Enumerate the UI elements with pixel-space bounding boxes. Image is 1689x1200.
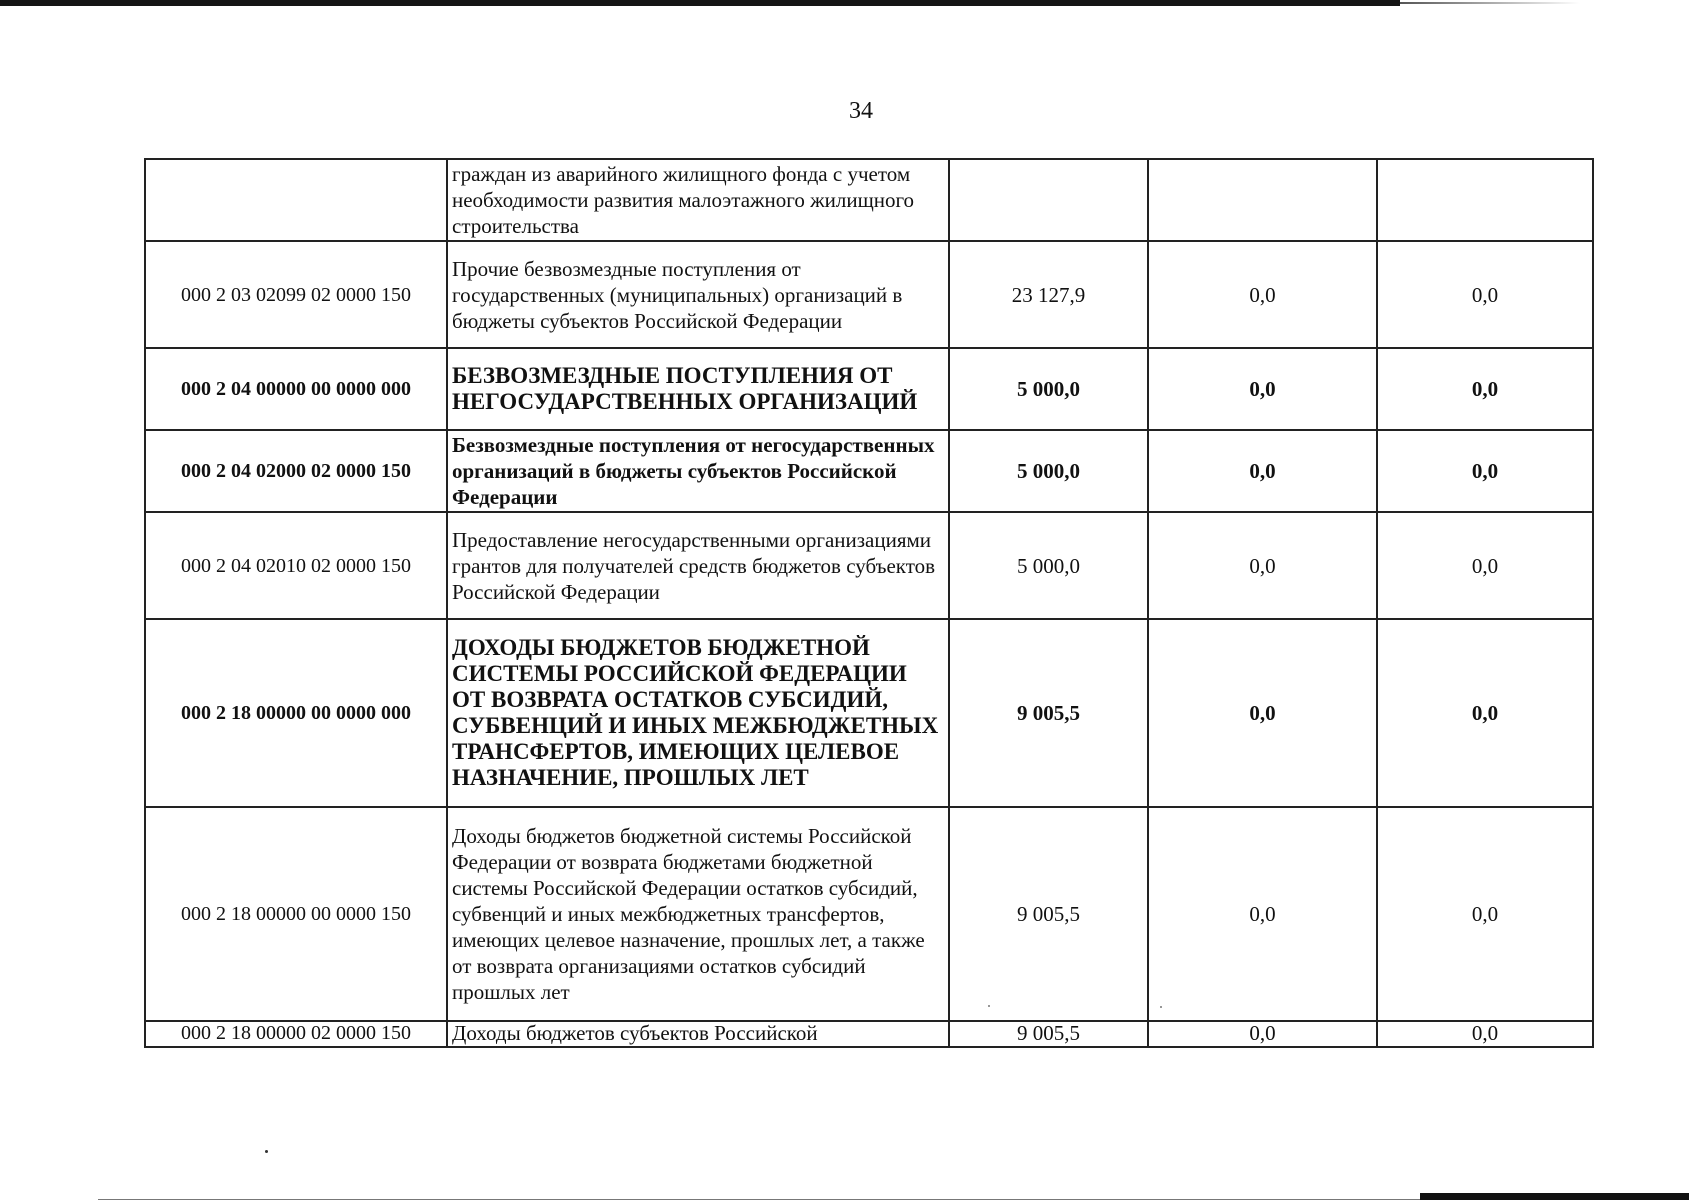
value-cell-3: 0,0: [1377, 619, 1593, 807]
value-cell-2: 0,0: [1148, 807, 1377, 1021]
value-cell-3: 0,0: [1377, 348, 1593, 430]
scan-top-edge-fade: [1400, 2, 1580, 4]
value-cell-1: [949, 159, 1148, 241]
name-cell: Предоставление негосударственными организациями грантов для получателей средств бюджетов субъектов Российской Федерации: [447, 512, 949, 619]
code-cell: 000 2 18 00000 02 0000 150: [145, 1021, 447, 1047]
budget-revenue-table: [144, 158, 1594, 1048]
value-cell-3: [1377, 159, 1593, 241]
code-cell: 000 2 04 00000 00 0000 000: [145, 348, 447, 430]
scan-speck: [265, 1150, 268, 1153]
value-cell-3: 0,0: [1377, 1021, 1593, 1047]
code-cell: 000 2 04 02000 02 0000 150: [145, 430, 447, 512]
table-row: [145, 241, 1593, 348]
value-cell-3: 0,0: [1377, 430, 1593, 512]
value-cell-2: 0,0: [1148, 241, 1377, 348]
scan-top-edge: [0, 0, 1400, 6]
name-cell: Безвозмездные поступления от негосударственных организаций в бюджеты субъектов Российской Федерации: [447, 430, 949, 512]
value-cell-2: 0,0: [1148, 512, 1377, 619]
table-row: [145, 807, 1593, 1021]
value-cell-2: [1148, 159, 1377, 241]
value-cell-2: 0,0: [1148, 1021, 1377, 1047]
code-cell: 000 2 18 00000 00 0000 150: [145, 807, 447, 1021]
name-cell: Доходы бюджетов субъектов Российской: [447, 1021, 949, 1047]
value-cell-1: 23 127,9: [949, 241, 1148, 348]
name-cell: ДОХОДЫ БЮДЖЕТОВ БЮДЖЕТНОЙ СИСТЕМЫ РОССИЙСКОЙ ФЕДЕРАЦИИ ОТ ВОЗВРАТА ОСТАТКОВ СУБСИДИЙ, СУБВЕНЦИЙ И ИНЫХ МЕЖБЮДЖЕТНЫХ ТРАНСФЕРТОВ, ИМЕЮЩИХ ЦЕЛЕВОЕ НАЗНАЧЕНИЕ, ПРОШЛЫХ ЛЕТ: [447, 619, 949, 807]
code-cell: [145, 159, 447, 241]
table-row: [145, 159, 1593, 241]
code-cell: 000 2 04 02010 02 0000 150: [145, 512, 447, 619]
value-cell-3: 0,0: [1377, 241, 1593, 348]
value-cell-1: 5 000,0: [949, 348, 1148, 430]
table-row: [145, 430, 1593, 512]
table-row: [145, 619, 1593, 807]
value-cell-3: 0,0: [1377, 512, 1593, 619]
value-cell-1: 9 005,5: [949, 807, 1148, 1021]
value-cell-2: 0,0: [1148, 430, 1377, 512]
name-cell: граждан из аварийного жилищного фонда с учетом необходимости развития малоэтажного жилищного строительства: [447, 159, 949, 241]
value-cell-1: 5 000,0: [949, 430, 1148, 512]
table-row: [145, 348, 1593, 430]
table-row: [145, 512, 1593, 619]
name-cell: БЕЗВОЗМЕЗДНЫЕ ПОСТУПЛЕНИЯ ОТ НЕГОСУДАРСТВЕННЫХ ОРГАНИЗАЦИЙ: [447, 348, 949, 430]
value-cell-1: 9 005,5: [949, 1021, 1148, 1047]
code-cell: 000 2 03 02099 02 0000 150: [145, 241, 447, 348]
code-cell: 000 2 18 00000 00 0000 000: [145, 619, 447, 807]
name-cell: Прочие безвозмездные поступления от государственных (муниципальных) организаций в бюджеты субъектов Российской Федерации: [447, 241, 949, 348]
page-number: 34: [849, 98, 873, 124]
table-row: [145, 1021, 1593, 1047]
scan-bottom-corner: [1420, 1193, 1689, 1200]
value-cell-1: 9 005,5: [949, 619, 1148, 807]
value-cell-2: 0,0: [1148, 619, 1377, 807]
name-cell: Доходы бюджетов бюджетной системы Российской Федерации от возврата бюджетами бюджетной системы Российской Федерации остатков субсидий, субвенций и иных межбюджетных трансфертов, имеющих целевое назначение, прошлых лет, а также от возврата организациями остатков субсидий прошлых лет: [447, 807, 949, 1021]
value-cell-3: 0,0: [1377, 807, 1593, 1021]
value-cell-1: 5 000,0: [949, 512, 1148, 619]
value-cell-2: 0,0: [1148, 348, 1377, 430]
